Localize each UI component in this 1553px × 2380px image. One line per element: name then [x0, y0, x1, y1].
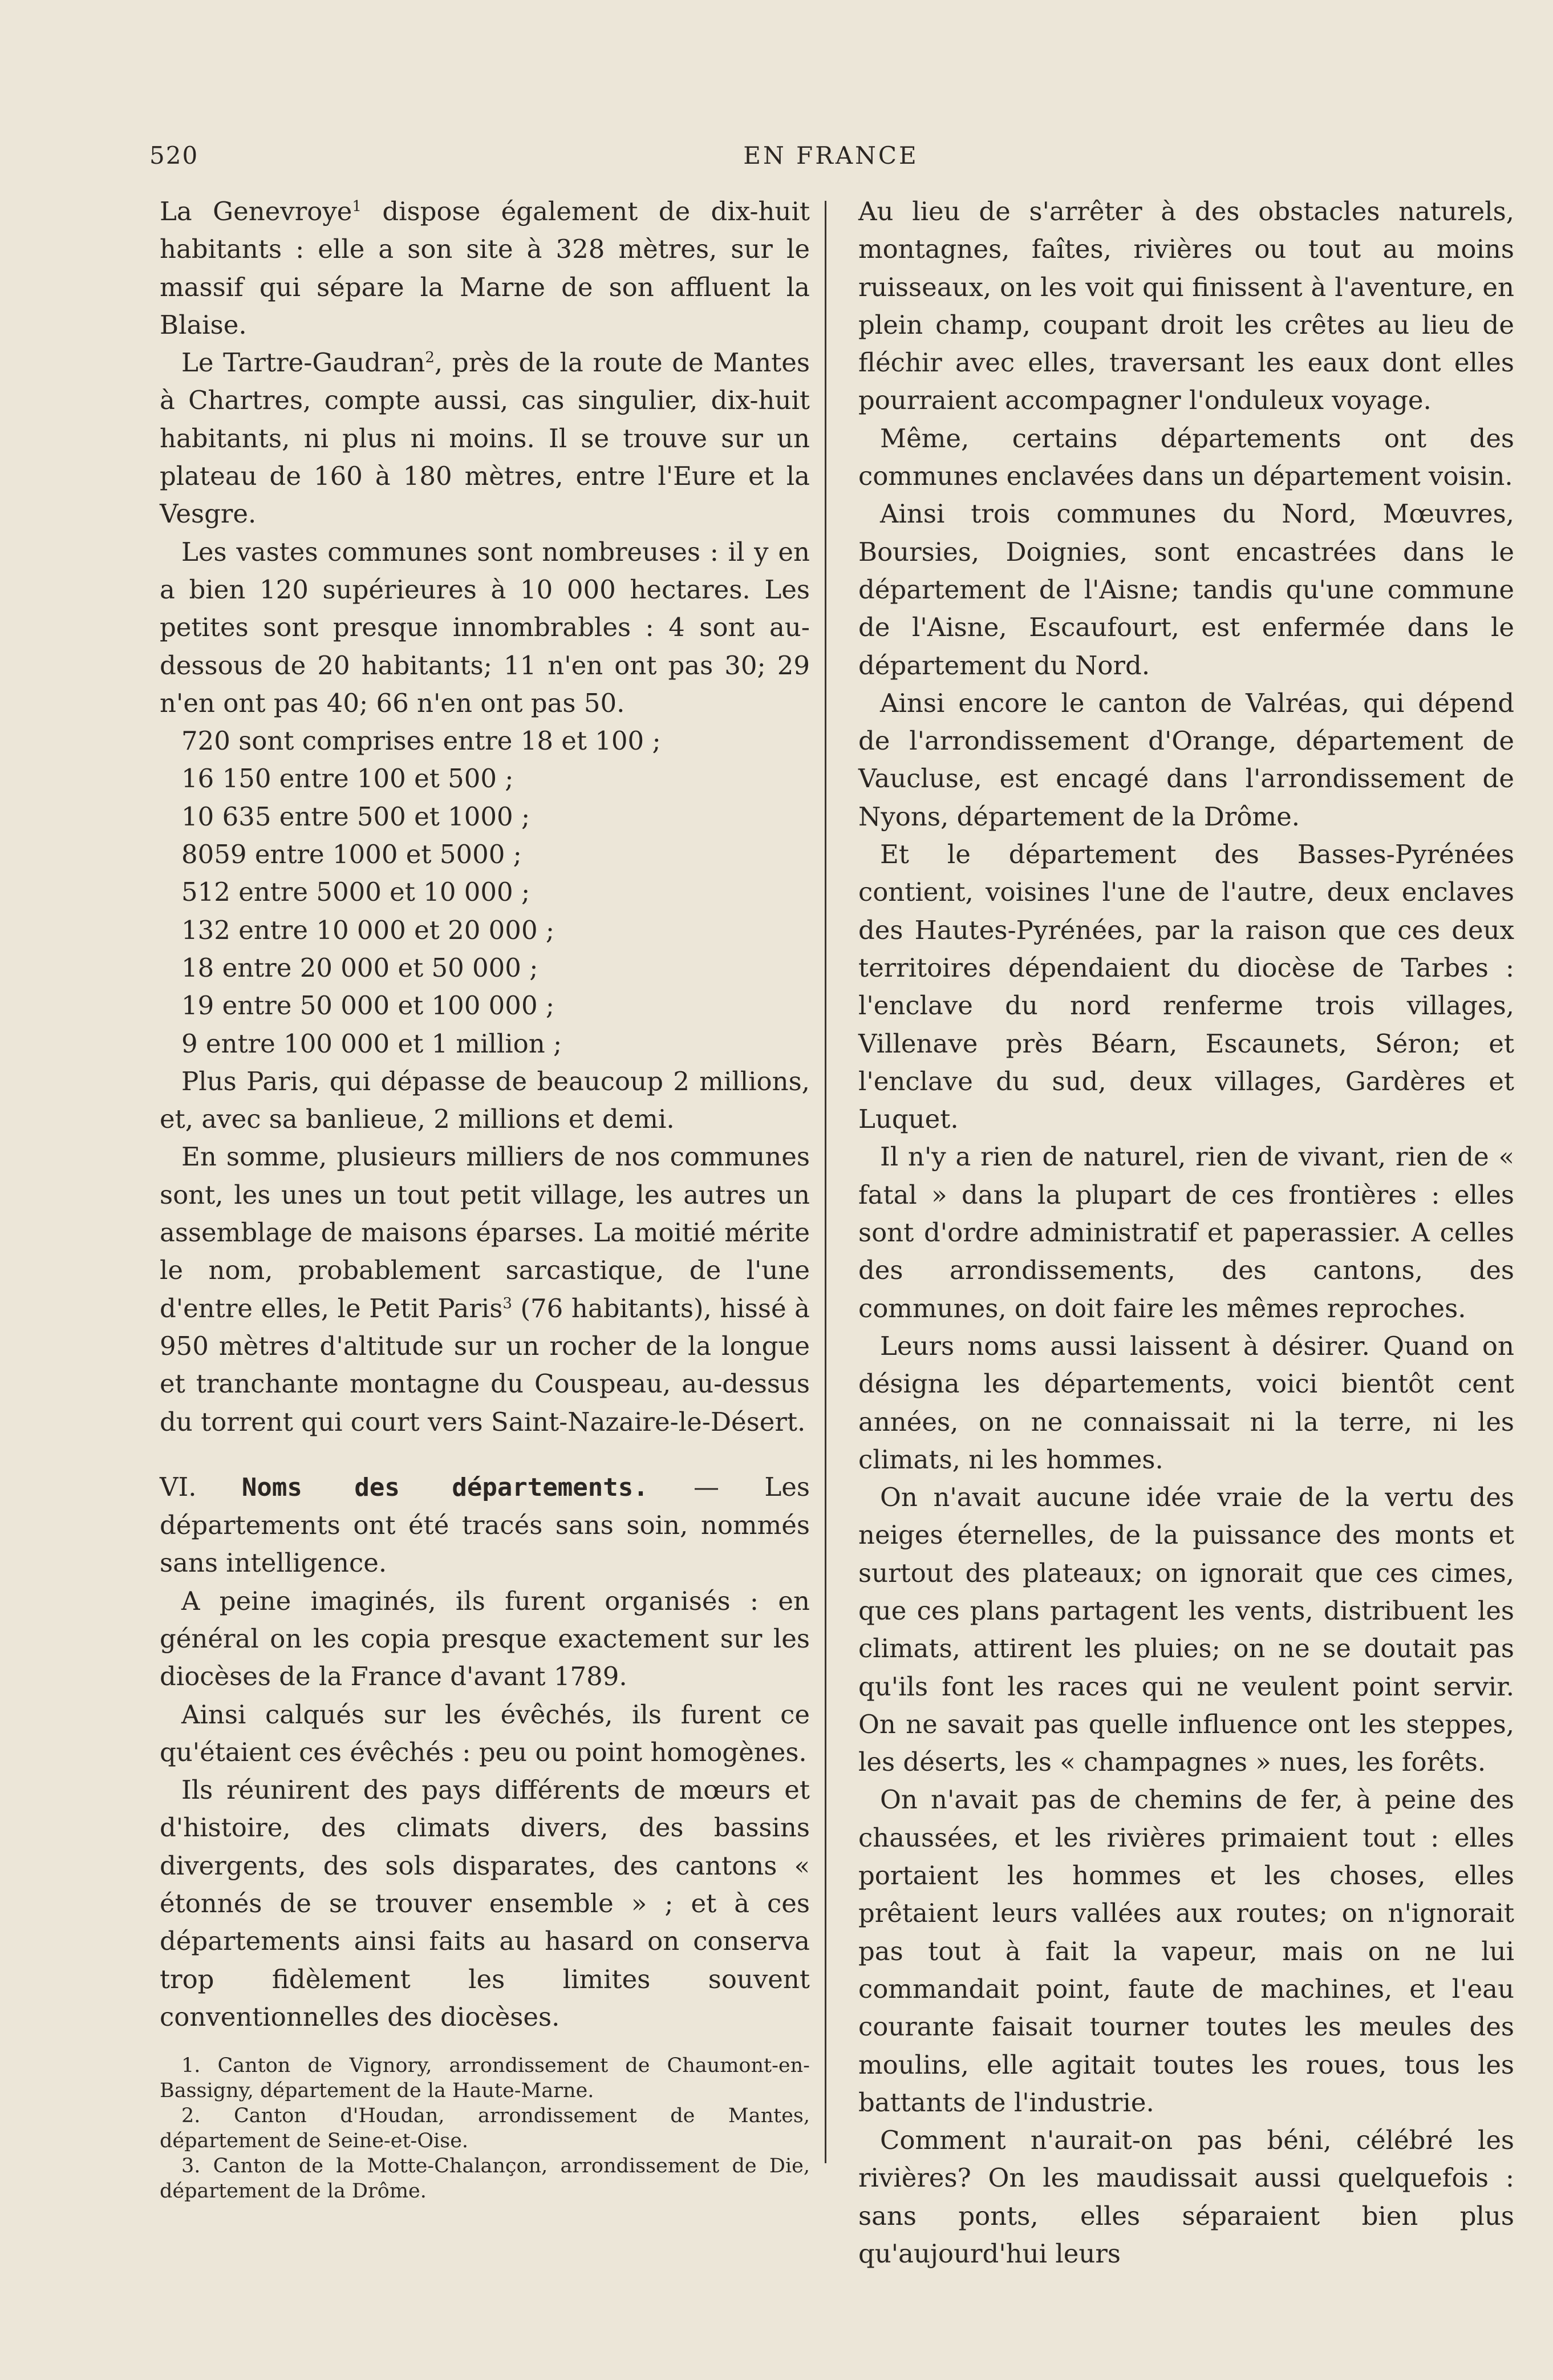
footnote-ref[interactable]: 1: [352, 198, 362, 215]
paragraph: La Genevroye$^1$ dispose également de dix-huit habitants : elle a son site à 328 mètres, sur le massif qui sépare la Marne de son affluent la Blaise.: [160, 196, 810, 340]
list-item: 132 entre 10 000 et 20 000 ;: [181, 914, 555, 945]
list-item: 16 150 entre 100 et 500 ;: [181, 763, 514, 794]
list-item: 9 entre 100 000 et 1 million ;: [181, 1028, 562, 1059]
section-lead: — Les départements ont été tracés sans soin, nommés sans intelligence.: [160, 1471, 810, 1578]
paragraph: Au lieu de s'arrêter à des obstacles naturels, montagnes, faîtes, rivières ou tout au moins ruisseaux, on les voit qui finissent à l'aventure, en plein champ, coupant droit les crêtes au lieu de fléchir avec elles, traversant les eaux dont elles pourraient accompagner l'onduleux voyage.: [858, 196, 1514, 416]
footnote: 3. Canton de la Motte-Chalançon, arrondissement de Die, département de la Drôme.: [160, 2155, 810, 2203]
paragraph: Plus Paris, qui dépasse de beaucoup 2 millions, et, avec sa banlieue, 2 millions et demi.: [160, 1066, 810, 1135]
paragraph: Ils réunirent des pays différents de mœurs et d'histoire, des climats divers, des bassins divergents, des sols disparates, des cantons « étonnés de se trouver ensemble » ; et à ces départements ainsi faits au hasard on conserva trop fidèlement les limites souvent conventionnelles des diocèses.: [160, 1775, 810, 2032]
column-divider: [825, 201, 826, 2163]
running-title: EN FRANCE: [743, 141, 919, 169]
paragraph: Il n'y a rien de naturel, rien de vivant, rien de « fatal » dans la plupart de ces frontières : elles sont d'ordre administratif et paperassier. A celles des arrondissements, des cantons, des communes, on doit faire les mêmes reproches.: [858, 1142, 1514, 1323]
list-item: 18 entre 20 000 et 50 000 ;: [181, 952, 538, 983]
footnote: 1. Canton de Vignory, arrondissement de Chaumont-en-Bassigny, département de la Haute-Marne.: [160, 2054, 810, 2103]
paragraph: On n'avait pas de chemins de fer, à peine des chaussées, et les rivières primaient tout : elles portaient les hommes et les choses, elles prêtaient leurs vallées aux routes; on n'ignorait pas tout à fait la vapeur, mais on ne lui commandait point, faute de machines, et l'eau courante faisait tourner toutes les meules des moulins, elle agitait toutes les roues, tous les battants de l'industrie.: [858, 1784, 1514, 2118]
paragraph: A peine imaginés, ils furent organisés : en général on les copia presque exactement sur les diocèses de la France d'avant 1789.: [160, 1585, 810, 1692]
paragraph: Les vastes communes sont nombreuses : il y en a bien 120 supérieures à 10 000 hectares. Les petites sont presque innombrables : 4 sont au-dessous de 20 habitants; 11 n'en ont pas 30; 29 n'en ont pas 40; 66 n'en ont pas 50.: [160, 536, 810, 718]
paragraph: On n'avait aucune idée vraie de la vertu des neiges éternelles, de la puissance des monts et surtout des plateaux; on ignorait que ces cimes, que ces plans partagent les vents, distribuent les climats, attirent les pluies; on ne se doutait pas qu'ils font les races qui ne veulent point servir. On ne savait pas quelle influence ont les steppes, les déserts, les « champagnes » nues, les forêts.: [858, 1482, 1514, 1778]
list-item: 720 sont comprises entre 18 et 100 ;: [181, 726, 661, 756]
list-item: 512 entre 5000 et 10 000 ;: [181, 877, 530, 908]
section-heading: [160, 1468, 810, 1582]
section-title: Noms des départements.: [241, 1472, 648, 1502]
paragraph: Comment n'aurait-on pas béni, célébré les rivières? On les maudissait aussi quelquefois : sans ponts, elles séparaient bien plus qu'aujourd'hui leurs: [858, 2125, 1514, 2269]
footnote-ref[interactable]: 3: [502, 1294, 512, 1312]
list-item: 19 entre 50 000 et 100 000 ;: [181, 990, 555, 1021]
paragraph: Le Tartre-Gaudran$^2$, près de la route de Mantes à Chartres, compte aussi, cas singulier, dix-huit habitants, ni plus ni moins. Il se trouve sur un plateau de 160 à 180 mètres, entre l'Eure et la Vesgre.: [160, 347, 810, 529]
paragraph: En somme, plusieurs milliers de nos communes sont, les unes un tout petit village, les autres un assemblage de maisons éparses. La moitié mérite le nom, probablement sarcastique, de l'une d'entre elles, le Petit Paris$^3$ (76 habitants), hissé à 950 mètres d'altitude sur un rocher de la longue et tranchante montagne du Couspeau, au-dessus du torrent qui court vers Saint-Nazaire-le-Désert.: [160, 1142, 810, 1437]
paragraph: Ainsi trois communes du Nord, Mœuvres, Boursies, Doignies, sont encastrées dans le département de l'Aisne; tandis qu'une commune de l'Aisne, Escaufourt, est enfermée dans le département du Nord.: [858, 499, 1514, 681]
list-item: 10 635 entre 500 et 1000 ;: [181, 801, 530, 832]
running-header: [149, 141, 1513, 176]
footnote-ref[interactable]: 2: [425, 349, 435, 367]
paragraph: Ainsi calqués sur les évêchés, ils furent ce qu'étaient ces évêchés : peu ou point homogènes.: [160, 1699, 810, 1767]
footnote: 2. Canton d'Houdan, arrondissement de Mantes, département de Seine-et-Oise.: [160, 2104, 810, 2153]
footnotes: [160, 2053, 810, 2204]
paragraph: Même, certains départements ont des communes enclavées dans un département voisin.: [858, 423, 1514, 492]
left-column: [160, 193, 810, 2204]
right-column: [858, 193, 1514, 2273]
paragraph: Ainsi encore le canton de Valréas, qui dépend de l'arrondissement d'Orange, département de Vaucluse, est encagé dans l'arrondissement de Nyons, département de la Drôme.: [858, 687, 1514, 832]
page-number: 520: [149, 141, 199, 169]
list-item: 8059 entre 1000 et 5000 ;: [181, 839, 522, 870]
paragraph: Leurs noms aussi laissent à désirer. Quand on désigna les départements, voici bientôt cent années, on ne connaissait ni la terre, ni les climats, ni les hommes.: [858, 1330, 1514, 1475]
paragraph: Et le département des Basses-Pyrénées contient, voisines l'une de l'autre, deux enclaves des Hautes-Pyrénées, par la raison que ces deux territoires dépendaient du diocèse de Tarbes : l'enclave du nord renferme trois villages, Villenave près Béarn, Escaunets, Séron; et l'enclave du sud, deux villages, Gardères et Luquet.: [858, 839, 1514, 1135]
section-number: VI.: [160, 1471, 197, 1502]
